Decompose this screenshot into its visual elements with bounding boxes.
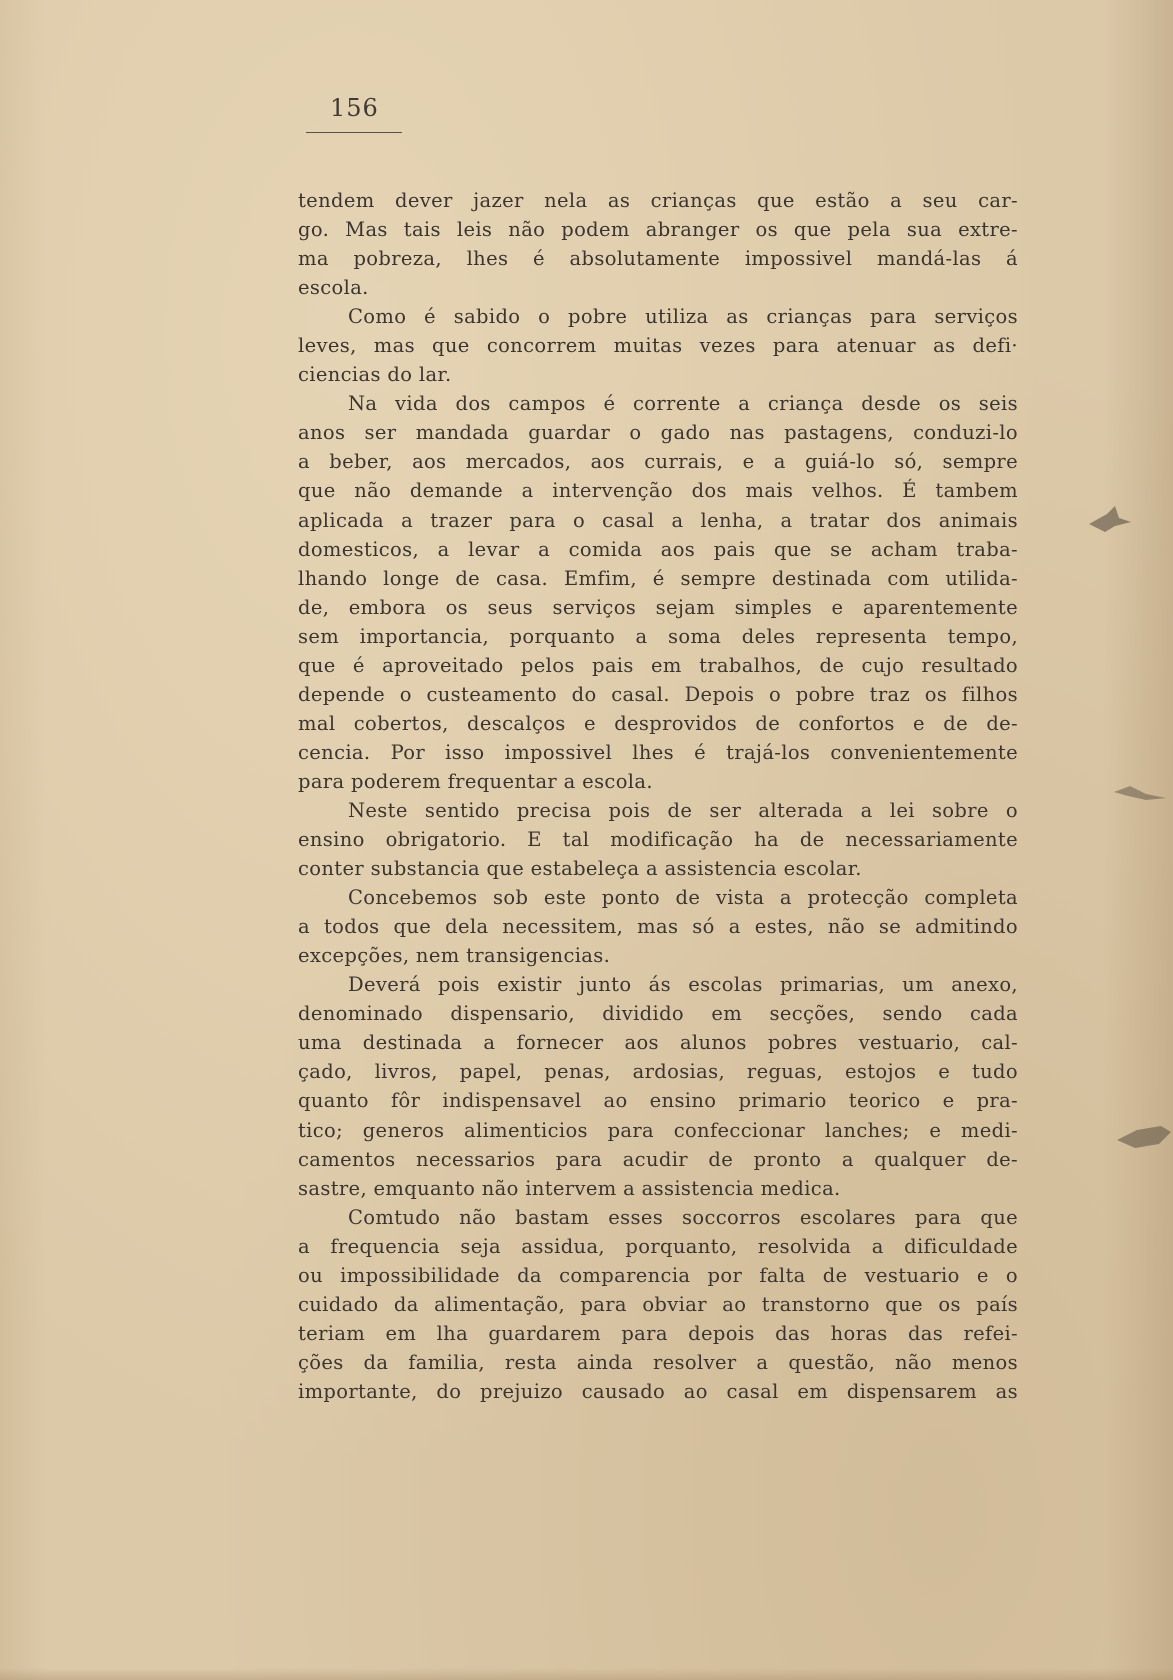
margin-stain-3 — [1115, 1122, 1173, 1158]
page-number: 156 — [330, 94, 379, 122]
body-text — [298, 186, 1018, 1406]
text-line: cencia. Por isso impossivel lhes é trajá-los convenientemente — [298, 740, 1018, 764]
text-line: ou impossibilidade da comparencia por falta de vestuario e o — [298, 1263, 1018, 1287]
text-line: Neste sentido precisa pois de ser alterada a lei sobre o — [348, 798, 1018, 822]
text-line: çado, livros, papel, penas, ardosias, reguas, estojos e tudo — [298, 1060, 1018, 1084]
text-line: camentos necessarios para acudir de pronto a qualquer de- — [298, 1147, 1018, 1171]
text-line: que não demande a intervenção dos mais velhos. É tambem — [298, 479, 1018, 503]
text-line: teriam em lha guardarem para depois das horas das refei- — [298, 1321, 1018, 1345]
text-line: a todos que dela necessitem, mas só a estes, não se admitindo — [298, 915, 1018, 939]
text-line: conter substancia que estabeleça a assistencia escolar. — [298, 857, 862, 881]
text-line: domesticos, a levar a comida aos pais que se acham traba- — [298, 537, 1018, 561]
margin-stain-2 — [1110, 780, 1170, 810]
text-line: a frequencia seja assidua, porquanto, resolvida a dificuldade — [298, 1234, 1018, 1258]
text-line: escola. — [298, 276, 369, 300]
margin-stain-1 — [1085, 500, 1135, 540]
text-line: Como é sabido o pobre utiliza as crianças para serviços — [348, 305, 1018, 329]
text-line: ciencias do lar. — [298, 363, 452, 387]
text-line: uma destinada a fornecer aos alunos pobres vestuario, cal- — [298, 1031, 1018, 1055]
text-line: sastre, emquanto não intervem a assistencia medica. — [298, 1176, 841, 1200]
text-line: excepções, nem transigencias. — [298, 944, 611, 968]
text-line: depende o custeamento do casal. Depois o pobre traz os filhos — [298, 682, 1018, 706]
text-line: ma pobreza, lhes é absolutamente impossivel mandá-las á — [298, 247, 1018, 271]
text-line: ções da familia, resta ainda resolver a questão, não menos — [298, 1350, 1018, 1374]
text-line: para poderem frequentar a escola. — [298, 769, 653, 793]
text-line: denominado dispensario, dividido em secções, sendo cada — [298, 1002, 1018, 1026]
text-line: tendem dever jazer nela as crianças que estão a seu car- — [298, 189, 1018, 212]
text-line: mal cobertos, descalços e desprovidos de confortos e de de- — [298, 711, 1018, 735]
text-line: cuidado da alimentação, para obviar ao transtorno que os país — [298, 1292, 1018, 1316]
text-line: Na vida dos campos é corrente a criança desde os seis — [348, 392, 1018, 416]
text-line: aplicada a trazer para o casal a lenha, a tratar dos animais — [298, 508, 1018, 532]
text-line: Deverá pois existir junto ás escolas primarias, um anexo, — [348, 973, 1018, 997]
text-line: Comtudo não bastam esses soccorros escolares para que — [348, 1205, 1018, 1229]
text-line: quanto fôr indispensavel ao ensino primario teorico e pra- — [298, 1089, 1018, 1113]
text-line: anos ser mandada guardar o gado nas pastagens, conduzi-lo — [298, 421, 1018, 445]
text-line: a beber, aos mercados, aos currais, e a guiá-lo só, sempre — [298, 450, 1018, 474]
text-line: go. Mas tais leis não podem abranger os que pela sua extre- — [298, 218, 1018, 242]
text-line: lhando longe de casa. Emfim, é sempre destinada com utilida- — [298, 566, 1018, 590]
text-line: sem importancia, porquanto a soma deles representa tempo, — [298, 624, 1018, 648]
text-line: de, embora os seus serviços sejam simples e aparentemente — [298, 595, 1018, 619]
text-line: Concebemos sob este ponto de vista a protecção completa — [348, 886, 1018, 910]
text-line: tico; generos alimenticios para confeccionar lanches; e medi- — [298, 1118, 1018, 1142]
text-line: leves, mas que concorrem muitas vezes para atenuar as defi· — [298, 334, 1018, 358]
bottom-edge-shadow — [0, 1668, 1173, 1680]
text-line: ensino obrigatorio. E tal modificação ha de necessariamente — [298, 828, 1018, 852]
text-line: importante, do prejuizo causado ao casal em dispensarem as — [298, 1379, 1018, 1403]
text-line: que é aproveitado pelos pais em trabalhos, de cujo resultado — [298, 653, 1018, 677]
page-number-rule — [306, 132, 402, 133]
